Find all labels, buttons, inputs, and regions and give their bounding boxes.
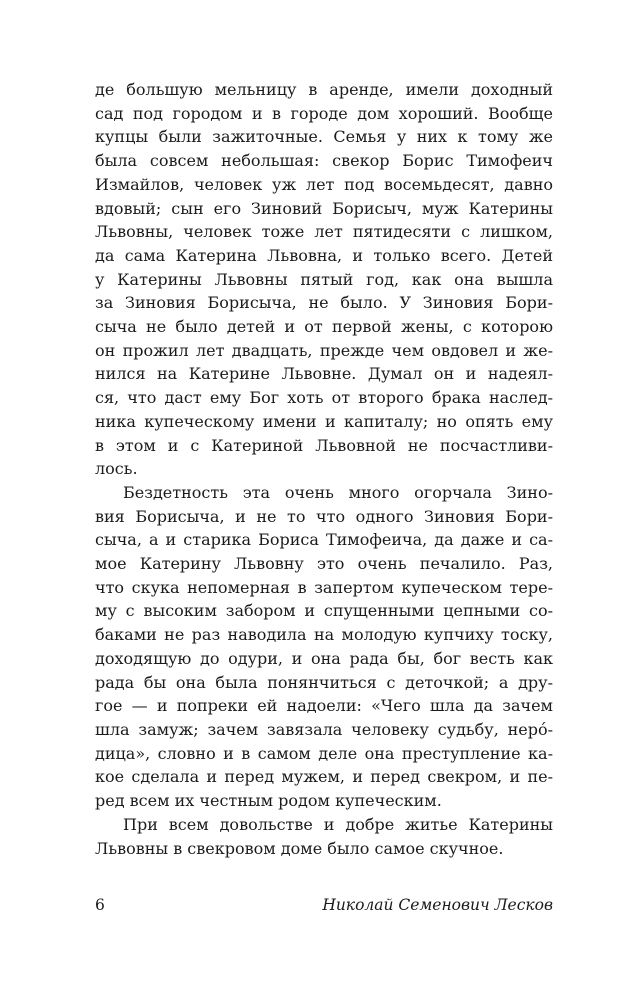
text-line: ника купеческому имени и капиталу; но опять ему: [95, 411, 553, 431]
text-line: рада бы она была понянчиться с деточкой; а дру-: [95, 672, 553, 692]
text-line: купцы были зажиточные. Семья у них к тому же: [95, 127, 553, 147]
text-line: нился на Катерине Львовне. Думал он и надеял-: [95, 364, 553, 384]
page-footer: [95, 896, 553, 914]
text-line: да сама Катерина Львовна, и только всего. Детей: [95, 245, 553, 265]
text-line: ред всем их честным родом купеческим.: [95, 791, 442, 811]
text-line: При всем довольстве и добре житье Катерины: [123, 814, 553, 834]
text-line: сыча не было детей и от первой жены, с которою: [95, 317, 553, 337]
text-line: сыча, а и старика Бориса Тимофеича, да даже и са-: [95, 530, 553, 550]
running-title-author: Николай Семенович Лесков: [322, 896, 553, 914]
text-line: Бездетность эта очень много огорчала Зино-: [123, 482, 553, 502]
text-line: вдовый; сын его Зиновий Борисыч, муж Катерины: [95, 198, 553, 218]
text-line: сад под городом и в городе дом хороший. Вообще: [95, 103, 553, 123]
text-line: кое сделала и перед мужем, и перед свекром, и пе-: [95, 767, 553, 787]
text-line: была совсем небольшая: свекор Борис Тимофеич: [95, 151, 553, 171]
text-line: вия Борисыча, и не то что одного Зиновия Бори-: [95, 506, 553, 526]
text-line: лось.: [95, 459, 138, 479]
text-line: де большую мельницу в аренде, имели доходный: [95, 80, 553, 99]
text-line: у Катерины Львовны пятый год, как она вышла: [95, 269, 553, 289]
text-line: что скука непомерная в запертом купеческом тере-: [95, 577, 553, 597]
text-line: доходящую до одури, и она рада бы, бог весть как: [95, 648, 553, 668]
paragraph: [95, 813, 553, 860]
text-line: ся, что даст ему Бог хоть от второго брака наслед-: [95, 388, 553, 408]
page-number: 6: [95, 896, 105, 914]
paragraph: [95, 78, 553, 481]
text-line: гое — и попреки ей надоели: «Чего шла да зачем: [95, 696, 553, 716]
text-line: дица», словно и в самом деле она преступление ка-: [95, 743, 553, 763]
text-line: мое Катерину Львовну это очень печалило. Раз,: [95, 554, 553, 574]
text-line: Львовны, человек тоже лет пятидесяти с лишком,: [95, 222, 553, 242]
paragraph: [95, 481, 553, 813]
text-line: в этом и с Катериной Львовной не посчастливи-: [95, 435, 553, 455]
text-line: му с высоким забором и спущенными цепными со-: [95, 601, 553, 621]
text-line: баками не раз наводила на молодую купчиху тоску,: [95, 625, 553, 645]
text-line: Львовны в свекровом доме было самое скучное.: [95, 838, 504, 858]
text-line: он прожил лет двадцать, прежде чем овдовел и же-: [95, 340, 553, 360]
page-text-block: [95, 78, 553, 860]
text-line: шла замуж; зачем завязала человеку судьбу, неро́-: [95, 719, 553, 739]
text-line: Измайлов, человек уж лет под восемьдесят, давно: [95, 174, 553, 194]
text-line: за Зиновия Борисыча, не было. У Зиновия Бори-: [95, 293, 553, 313]
